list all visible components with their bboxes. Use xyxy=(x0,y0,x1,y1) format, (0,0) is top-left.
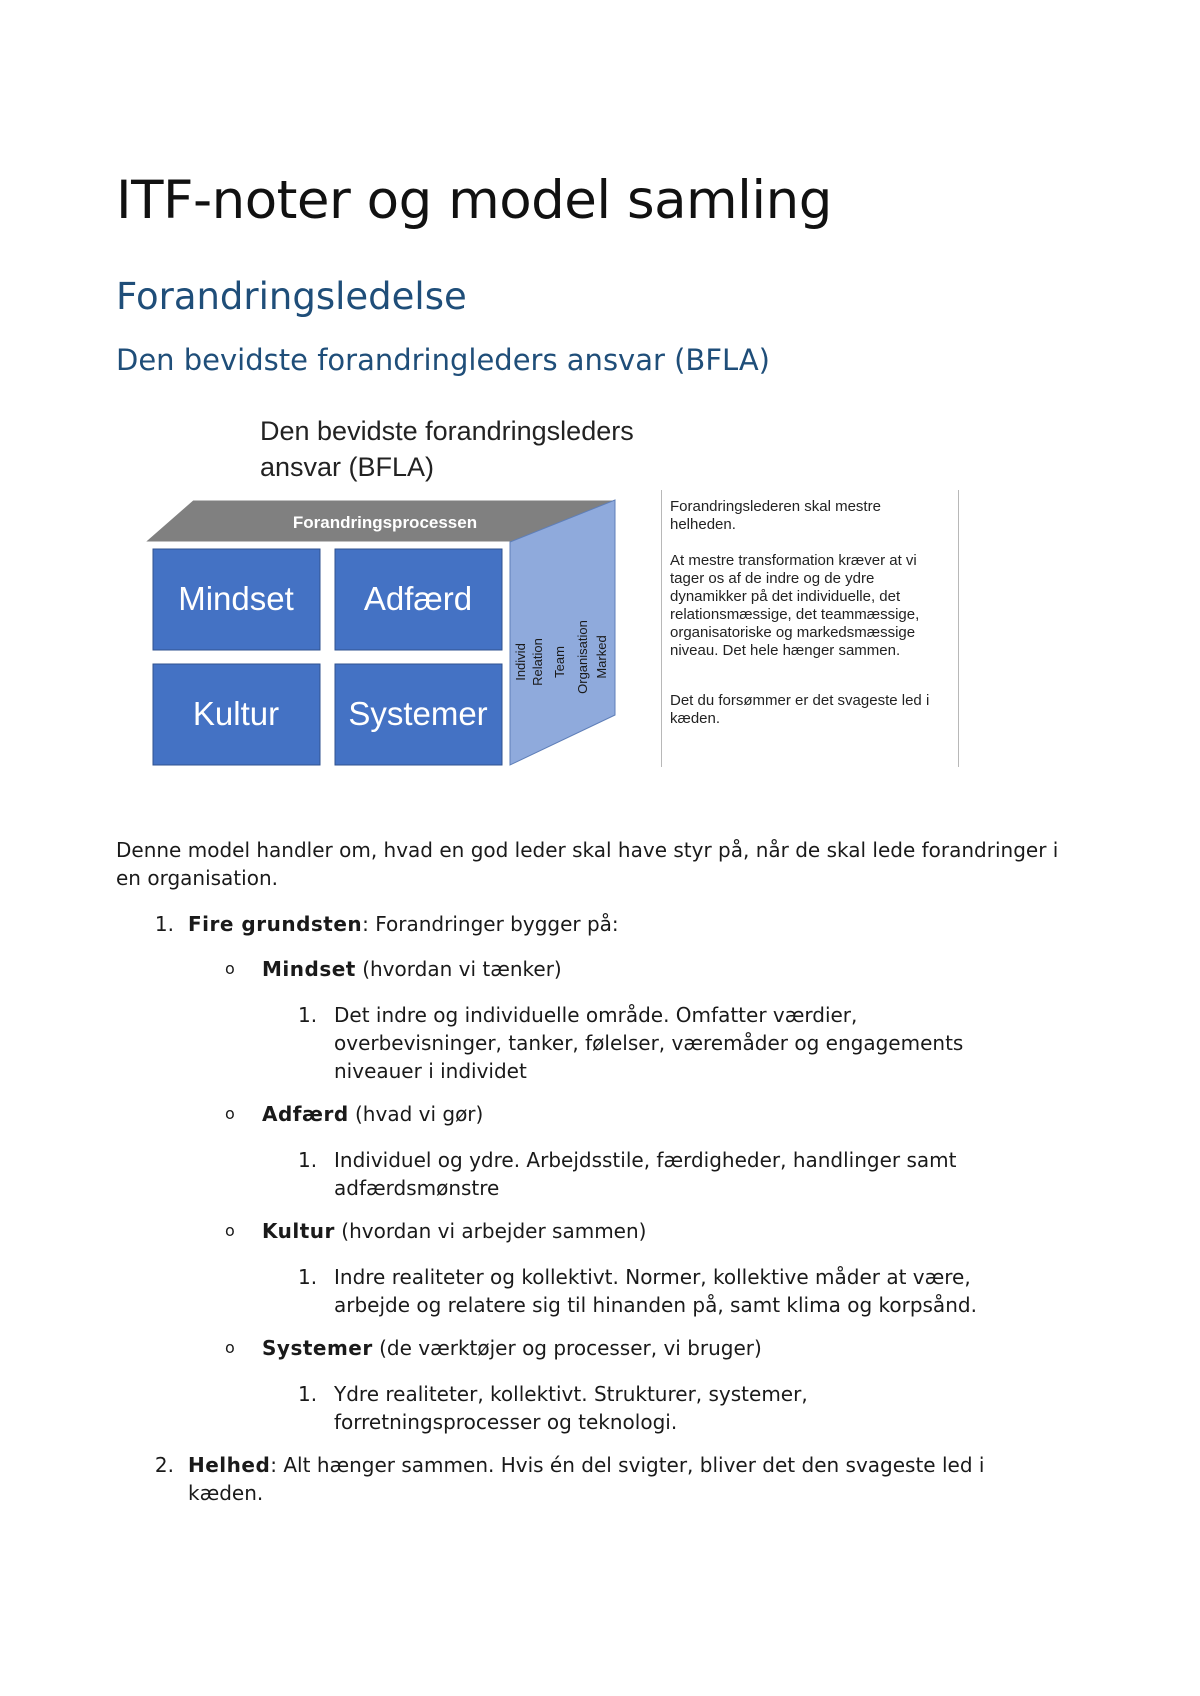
info-paragraph-3: Det du forsømmer er det svageste led i kæden. xyxy=(670,692,930,727)
info-box xyxy=(661,490,959,767)
nested-line: Indre realiteter og kollektivt. Normer, kollektive måder at være, xyxy=(334,1265,971,1289)
nested-line: overbevisninger, tanker, følelser, væremåder og engagements xyxy=(334,1031,964,1055)
nested-number: 1. xyxy=(298,1148,318,1172)
nested-line: Ydre realiteter, kollektivt. Strukturer, systemer, xyxy=(334,1382,808,1406)
bullet-icon: o xyxy=(225,1221,235,1240)
list-item-line: kæden. xyxy=(188,1481,264,1505)
sublist-item-rest: (hvordan vi arbejder sammen) xyxy=(334,1219,647,1243)
side-label-marked: Marked xyxy=(594,635,609,679)
nested-number: 1. xyxy=(298,1382,318,1406)
sublist-item-rest: (de værktøjer og processer, vi bruger) xyxy=(372,1336,762,1360)
side-label-organisation: Organisation xyxy=(575,620,590,694)
list-item-text xyxy=(188,1451,984,1479)
side-label-team: Team xyxy=(552,646,567,678)
nested-line: arbejde og relatere sig til hinanden på, samt klima og korpsånd. xyxy=(334,1293,977,1317)
sublist-item xyxy=(262,1217,646,1245)
nested-number: 1. xyxy=(298,1003,318,1027)
sublist-item-bold: Systemer xyxy=(262,1336,373,1360)
list-number: 1. xyxy=(154,912,174,936)
cube-side-face xyxy=(510,500,615,765)
nested-line: niveauer i individet xyxy=(334,1059,527,1083)
intro-paragraph: Denne model handler om, hvad en god leder skal have styr på, når de skal lede forandringer i en organisation. xyxy=(116,838,1059,890)
nested-line: Individuel og ydre. Arbejdsstile, færdigheder, handlinger samt xyxy=(334,1148,957,1172)
bullet-icon: o xyxy=(225,1338,235,1357)
block-mindset-label: Mindset xyxy=(178,580,294,617)
list-item-bold: Helhed xyxy=(188,1453,271,1477)
block-adfaerd-label: Adfærd xyxy=(363,580,473,617)
nested-line: Det indre og individuelle område. Omfatter værdier, xyxy=(334,1003,858,1027)
nested-line: forretningsprocesser og teknologi. xyxy=(334,1410,678,1434)
side-label-relation: Relation xyxy=(530,638,545,686)
bfla-model-figure xyxy=(145,405,985,770)
sublist-item-rest: (hvordan vi tænker) xyxy=(355,957,562,981)
block-kultur-label: Kultur xyxy=(192,695,280,732)
document-title: ITF-noter og model samling xyxy=(116,170,832,231)
sublist-item xyxy=(262,1100,483,1128)
bullet-icon: o xyxy=(225,1104,235,1123)
info-paragraph-1: Forandringslederen skal mestre helheden. xyxy=(670,498,881,533)
nested-number: 1. xyxy=(298,1265,318,1289)
sublist-item-rest: (hvad vi gør) xyxy=(348,1102,484,1126)
sublist-item xyxy=(262,1334,762,1362)
figure-title-line-2: ansvar (BFLA) xyxy=(260,452,435,482)
side-label-individ: Individ xyxy=(513,643,528,681)
body-text xyxy=(116,836,1076,892)
list-item-rest: : Forandringer bygger på: xyxy=(362,912,619,936)
sublist-item-bold: Adfærd xyxy=(262,1102,349,1126)
sublist-item xyxy=(262,955,562,983)
block-systemer-label: Systemer xyxy=(348,695,488,732)
sublist-item-bold: Mindset xyxy=(262,957,356,981)
list-number: 2. xyxy=(154,1453,174,1477)
list-item-rest: : Alt hænger sammen. Hvis én del svigter, bliver det den svageste led i xyxy=(270,1453,985,1477)
cube-top-label: Forandringsprocessen xyxy=(292,513,478,532)
info-paragraph-2: At mestre transformation kræver at vi tager os af de indre og de ydre dynamikker på det individuelle, det relationsmæssige, det teammæssige, organisatoriske og markedsmæssige niveau. Det hele hænger sammen. xyxy=(670,552,920,659)
sublist-item-bold: Kultur xyxy=(262,1219,335,1243)
figure-title-line-1: Den bevidste forandringsleders xyxy=(260,416,634,446)
subsection-heading: Den bevidste forandringleders ansvar (BFLA) xyxy=(116,343,770,377)
nested-line: adfærdsmønstre xyxy=(334,1176,500,1200)
list-item-text xyxy=(188,910,619,938)
bullet-icon: o xyxy=(225,959,235,978)
section-heading: Forandringsledelse xyxy=(116,275,467,318)
bfla-cube-diagram xyxy=(145,405,665,770)
list-item-bold: Fire grundsten xyxy=(188,912,363,936)
